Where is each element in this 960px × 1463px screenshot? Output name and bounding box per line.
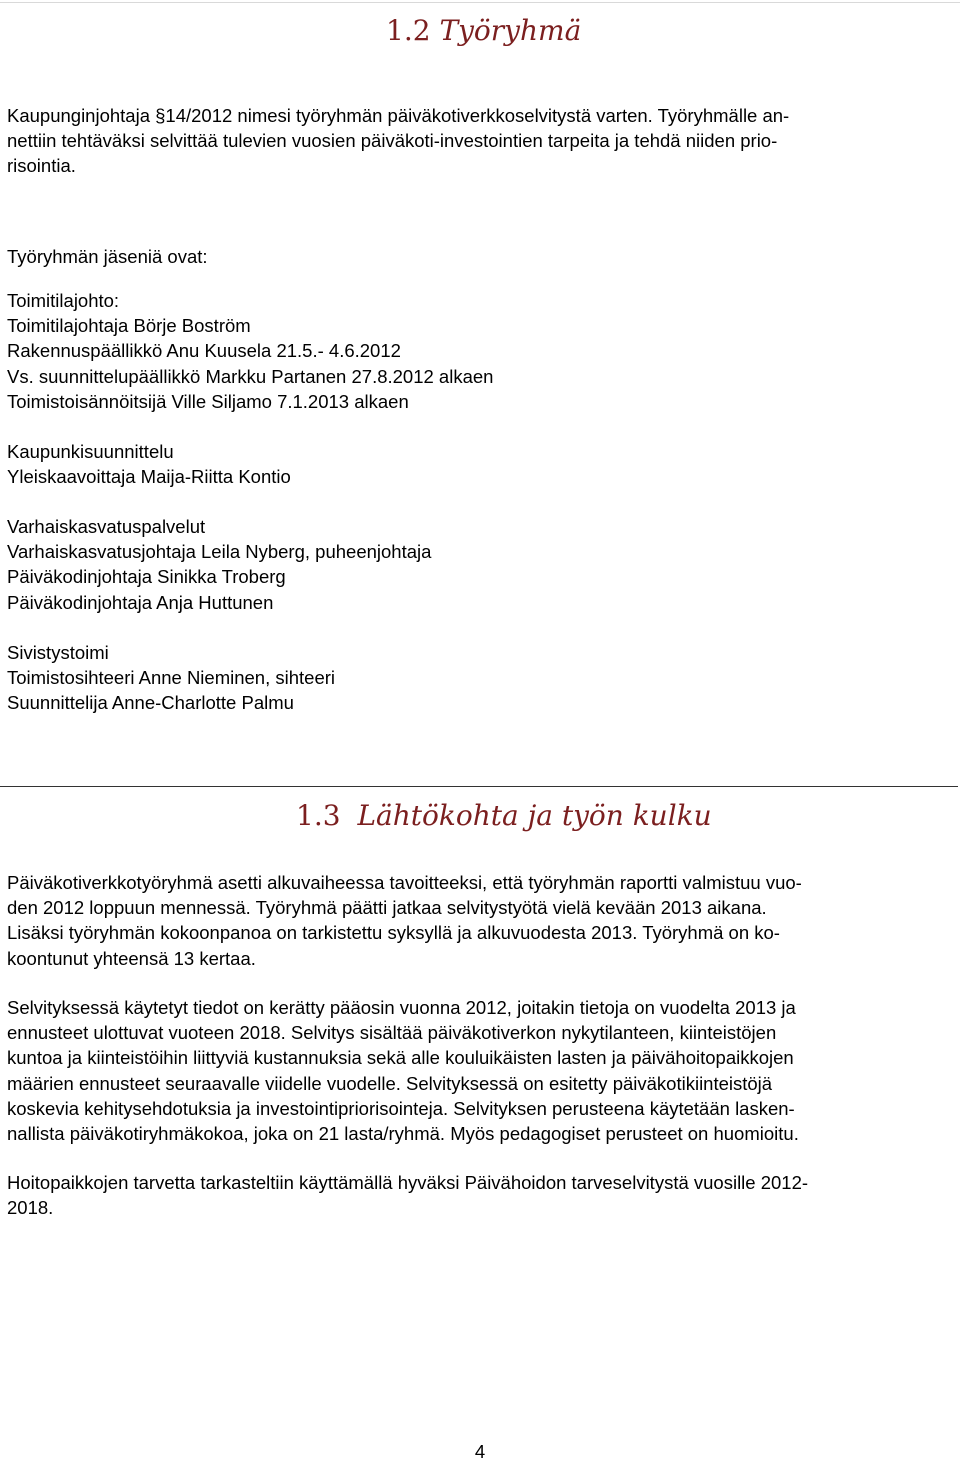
paragraph-line: kuntoa ja kiinteistöihin liittyviä kustannuksia sekä alle kouluikäisten lasten ja päivähoitopaikkojen bbox=[7, 1047, 794, 1069]
member-group-early-education bbox=[7, 514, 947, 615]
page-number: 4 bbox=[474, 1441, 486, 1462]
member-line: Toimitilajohtaja Börje Boström bbox=[7, 315, 251, 337]
member-line: Rakennuspäällikkö Anu Kuusela 21.5.- 4.6.2012 bbox=[7, 340, 401, 362]
group-name: Kaupunkisuunnittelu bbox=[7, 441, 174, 462]
section-1-2-number: 1.2 bbox=[386, 14, 431, 47]
paragraph-line: 2018. bbox=[7, 1197, 54, 1219]
section-1-3-title: Lähtökohta ja työn kulku bbox=[357, 799, 712, 832]
paragraph-line: Hoitopaikkojen tarvetta tarkasteltiin käyttämällä hyväksi Päivähoidon tarveselvitystä vuosille 2012- bbox=[7, 1172, 809, 1193]
member-line: Vs. suunnittelupäällikkö Markku Partanen 27.8.2012 alkaen bbox=[7, 365, 494, 387]
intro-line: risointia. bbox=[7, 155, 76, 177]
section-1-3-heading bbox=[296, 799, 712, 833]
top-rule bbox=[0, 2, 960, 3]
section-divider bbox=[0, 786, 958, 787]
member-line: Päiväkodinjohtaja Anja Huttunen bbox=[7, 591, 274, 613]
member-line: Varhaiskasvatusjohtaja Leila Nyberg, puheenjohtaja bbox=[7, 541, 432, 563]
body-paragraph-2 bbox=[7, 995, 947, 1146]
group-name: Sivistystoimi bbox=[7, 642, 109, 663]
member-line: Toimistoisännöitsijä Ville Siljamo 7.1.2013 alkaen bbox=[7, 390, 409, 412]
member-line: Yleiskaavoittaja Maija-Riitta Kontio bbox=[7, 466, 291, 488]
body-paragraph-1 bbox=[7, 870, 947, 971]
paragraph-line: koskevia kehitysehdotuksia ja investointipriorisointeja. Selvityksen perusteena käytetään lasken- bbox=[7, 1097, 795, 1119]
member-group-facilities bbox=[7, 288, 947, 414]
member-line: Päiväkodinjohtaja Sinikka Troberg bbox=[7, 566, 286, 588]
member-line: Toimistosihteeri Anne Nieminen, sihteeri bbox=[7, 667, 336, 689]
section-1-3-number: 1.3 bbox=[296, 799, 341, 832]
paragraph-line: Lisäksi työryhmän kokoonpanoa on tarkistettu syksyllä ja alkuvuodesta 2013. Työryhmä on ko- bbox=[7, 922, 780, 944]
intro-line: Kaupunginjohtaja §14/2012 nimesi työryhmän päiväkotiverkkoselvitystä varten. Työryhmälle an- bbox=[7, 105, 790, 126]
paragraph-line: ennusteet ulottuvat vuoteen 2018. Selvitys sisältää päiväkotiverkon nykytilanteen, kiinteistöjen bbox=[7, 1022, 777, 1044]
paragraph-line: koontunut yhteensä 13 kertaa. bbox=[7, 947, 256, 969]
group-name: Toimitilajohto: bbox=[7, 290, 120, 311]
member-group-planning bbox=[7, 439, 947, 489]
member-group-education bbox=[7, 640, 947, 716]
members-heading: Työryhmän jäseniä ovat: bbox=[7, 246, 208, 267]
group-name: Varhaiskasvatuspalvelut bbox=[7, 516, 206, 537]
paragraph-line: Päiväkotiverkkotyöryhmä asetti alkuvaiheessa tavoitteeksi, että työryhmän raportti valmistuu vuo- bbox=[7, 872, 802, 893]
intro-paragraph bbox=[7, 103, 947, 179]
body-paragraph-3 bbox=[7, 1170, 947, 1220]
paragraph-line: nallista päiväkotiryhmäkokoa, joka on 21 lasta/ryhmä. Myös pedagogiset perusteet on huomioitu. bbox=[7, 1123, 799, 1145]
section-1-2-heading bbox=[386, 14, 581, 48]
paragraph-line: Selvityksessä käytetyt tiedot on kerätty pääosin vuonna 2012, joitakin tietoja on vuodelta 2013 ja bbox=[7, 997, 796, 1018]
paragraph-line: den 2012 loppuun mennessä. Työryhmä päätti jatkaa selvitystyötä vielä kevään 2013 aikana. bbox=[7, 897, 767, 919]
member-line: Suunnittelija Anne-Charlotte Palmu bbox=[7, 692, 294, 714]
intro-line: nettiin tehtäväksi selvittää tulevien vuosien päiväkoti-investointien tarpeita ja tehdä niiden prio- bbox=[7, 130, 778, 152]
section-1-2-title: Työryhmä bbox=[439, 14, 582, 47]
paragraph-line: määrien ennusteet seuraavalle viidelle vuodelle. Selvityksessä on esitetty päiväkotikiinteistöjä bbox=[7, 1072, 773, 1094]
